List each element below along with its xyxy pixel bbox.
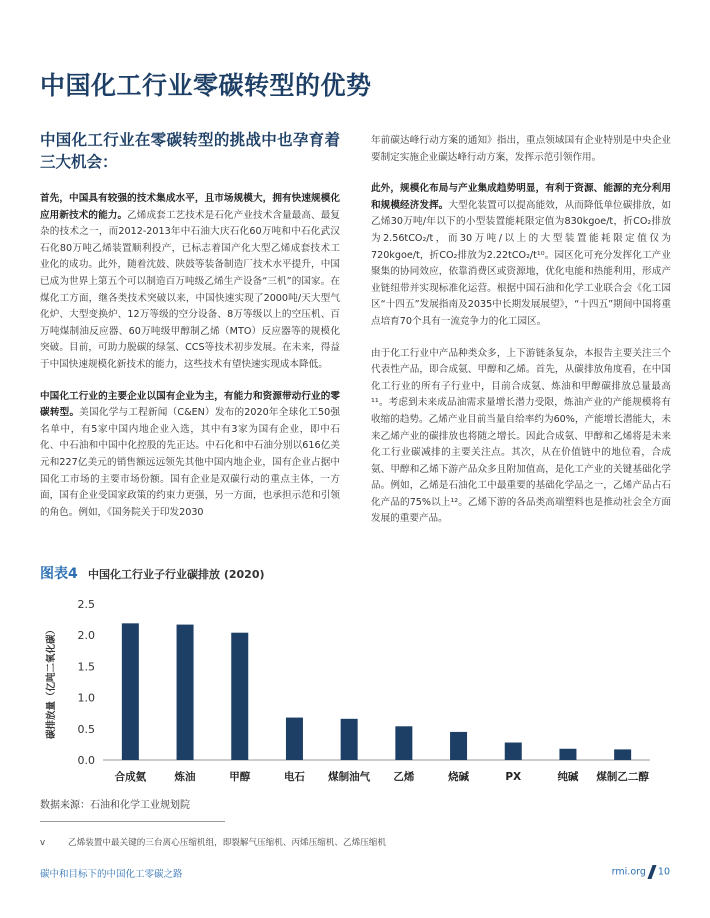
- bar: [177, 625, 194, 760]
- chart-title: 中国化工行业子行业碳排放 (2020): [88, 568, 265, 581]
- paragraph-lead: 首先，中国具有较强的技术集成水平，且市场规模大，拥有快速规模化应用新技术的能力。: [40, 193, 340, 221]
- bar: [450, 732, 467, 760]
- footnote-mark: v: [40, 838, 46, 848]
- y-tick-label: 1.5: [77, 660, 95, 674]
- figure-label: 图表4: [40, 566, 78, 582]
- slash-icon: [647, 865, 656, 879]
- paragraph-body: 年前碳达峰行动方案的通知》指出，重点领域国有企业特别是中央企业要制定实施企业碳达峰行动方案，发挥示范引领作用。: [371, 135, 671, 163]
- y-tick-label: 1.0: [77, 691, 95, 705]
- data-source: 数据来源：石油和化学工业规划院: [40, 800, 190, 811]
- x-tick-label: 乙烯: [393, 771, 415, 783]
- paragraph-lead: 此外，规模化布局与产业集成趋势明显，有利于资源、能源的充分利用和规模经济发挥。: [371, 183, 671, 211]
- y-tick-label: 2.5: [77, 598, 95, 611]
- bar: [395, 726, 412, 760]
- page-title: 中国化工行业零碳转型的优势: [40, 71, 372, 100]
- x-tick-label: 煤制乙二醇: [596, 771, 649, 783]
- paragraph-body: 乙烯成套工艺技术是石化产业技术含量最高、最复杂的技术之一，而2012-2013年中石油大庆石化60万吨和中石化武汉石化80万吨乙烯装置顺利投产，已标志着国产化大型乙烯成套技术工业化的成功。此外，随着沈鼓、陕鼓等装备制造厂技术水平提升，中国已成为世界上第五个可以制造百万吨级乙烯生产设备“三机”的国家。在煤化工方面，继各类技术突破以来，中国快速实现了2000吨/天大型气化炉、大型变换炉、12万等级的空分设备、8万等级以上的空压机、百万吨煤制油反应器、60万吨级甲醇制乙烯（MTO）反应器等的规模化突破。目前，可助力脱碳的绿氢、CCS等技术初步发展。在未来，得益于中国快速规模化新技术的能力，这些技术有望快速实现成本降低。: [40, 209, 341, 370]
- bar: [231, 633, 248, 760]
- x-tick-label: 煤制油气: [328, 771, 371, 783]
- section-subheading: 中国化工行业在零碳转型的挑战中也孕育着三大机会：: [40, 131, 340, 171]
- bar: [122, 623, 139, 760]
- x-tick-label: 炼油: [174, 771, 196, 783]
- bar: [505, 743, 522, 760]
- footer-site: rmi.org: [611, 866, 646, 878]
- paragraph-body: 由于化工行业中产品种类众多，上下游链条复杂，本报告主要关注三个代表性产品，即合成氨、甲醇和乙烯。首先，从碳排放角度看，在中国化工行业的所有子行业中，目前合成氨、炼油和甲醇碳排放总量最高¹¹。考虑到未来成品油需求量增长潜力受限，炼油产业的产能规模将有收缩的趋势。乙烯产业目前当量自给率约为60%，产能增长潜能大，未来乙烯产业的碳排放也将随之增长。因此合成氨、甲醇和乙烯将是未来化工行业碳减排的主要关注点。其次，从在价值链中的地位看，合成氨、甲醇和乙烯下游产品众多且附加值高，是化工产业的关键基础化学品。例如，乙烯是石油化工中最重要的基础化学品之一，乙烯产品占石化产品的75%以上¹²。乙烯下游的各品类高端塑料也是推动社会全方面发展的重要产品。: [371, 347, 671, 525]
- footer-report-title: 碳中和目标下的中国化工零碳之路: [40, 869, 183, 880]
- footnote-divider: [40, 821, 225, 822]
- bar: [559, 749, 576, 760]
- x-tick-label: PX: [505, 771, 522, 783]
- y-tick-label: 2.0: [77, 629, 95, 643]
- footnote-text: 乙烯装置中最关键的三台离心压缩机组，即裂解气压缩机、丙烯压缩机、乙烯压缩机: [68, 838, 386, 848]
- bar: [286, 718, 303, 760]
- x-tick-label: 甲醇: [229, 771, 251, 783]
- paragraph-body: 大型化装置可以提高能效，从而降低单位碳排放，如乙烯30万吨/年以下的小型装置能耗限定值为830kgoe/t，折CO₂排放为2.56tCO₂/t，而30万吨/以上的大型装置能耗限定值仅为720kgoe/t，折CO₂排放为2.22tCO₂/t¹⁰。园区化可充分发挥化工产业聚集的协同效应，依靠消费区或资源地，优化电能和热能利用，形成产业链纽带并实现标准化运营。根据中国石油和化学工业联合会《化工园区“十四五”发展指南及2035中长期发展展望》，“十四五”期间中国将重点培育70个具有一流竞争力的化工园区。: [371, 199, 672, 327]
- bar: [341, 719, 358, 760]
- x-tick-label: 纯碱: [557, 771, 579, 783]
- bar: [614, 749, 631, 760]
- x-tick-label: 合成氨: [114, 771, 147, 783]
- paragraph-body: 美国化学与工程新闻（C&EN）发布的2020年全球化工50强名单中，有5家中国内地企业入选，其中有3家为国有企业，即中石化、中石油和中国中化控股的先正达。中石化和中石油分别以616亿美元和227亿美元的销售额远远领先其他中国内地企业，国有企业占据中国化工市场的主要市场份额。国有企业是双碳行动的重点主体，一方面，国有企业受国家政策的约束力更强，另一方面，也承担示范和引领的角色。例如，《国务院关于印发2030: [40, 407, 341, 518]
- page-number: 10: [657, 866, 670, 878]
- x-tick-label: 烧碱: [448, 771, 470, 783]
- x-tick-label: 电石: [283, 771, 305, 783]
- y-tick-label: 0.0: [77, 754, 95, 767]
- chart-y-axis-label: 碳排放量（亿吨二氧化碳）: [46, 624, 57, 740]
- paragraph-lead: 中国化工行业的主要企业以国有企业为主，有能力和资源带动行业的零碳转型。: [40, 390, 340, 419]
- y-tick-label: 0.5: [77, 722, 95, 736]
- footer-page: [612, 865, 670, 879]
- footnote: [40, 836, 386, 848]
